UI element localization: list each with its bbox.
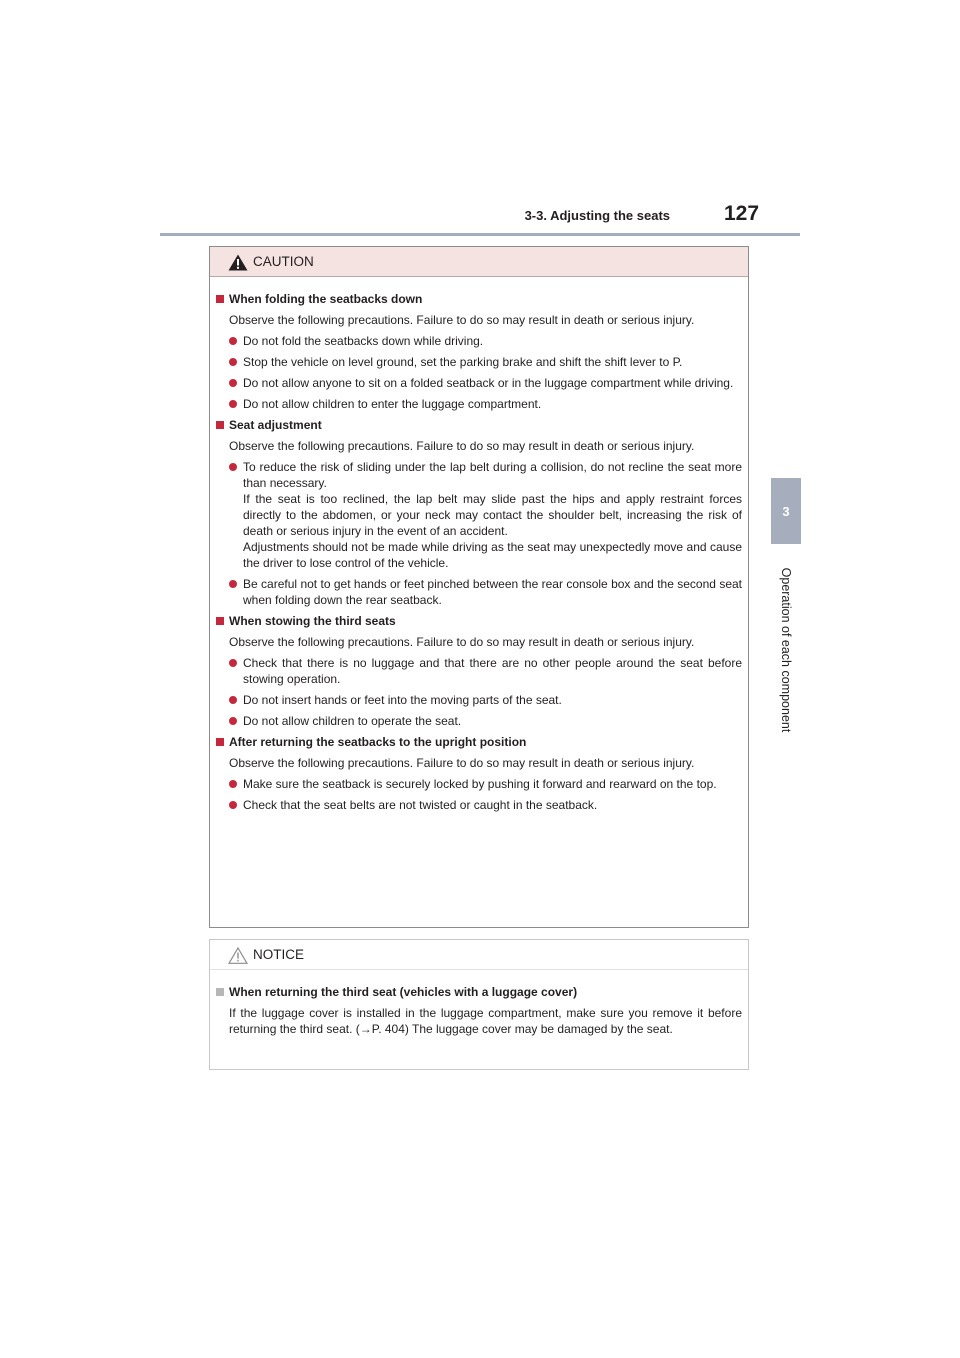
page-number: 127	[724, 202, 760, 225]
bullet-item	[219, 576, 742, 608]
bullet-text: Adjustments should not be made while driving as the seat may unexpectedly move and cause the driver to lose control of the vehicle.	[243, 540, 742, 570]
notice-box	[209, 939, 749, 1070]
bullet-item	[219, 333, 742, 349]
round-bullet-icon	[229, 801, 237, 809]
section-intro: Observe the following precautions. Failure to do so may result in death or serious injury.	[229, 756, 695, 770]
chapter-tab	[771, 478, 801, 544]
bullet-item	[219, 375, 742, 391]
bullet-text: Do not allow anyone to sit on a folded seatback or in the luggage compartment while driving.	[243, 376, 734, 390]
bullet-text: Stop the vehicle on level ground, set the parking brake and shift the shift lever to P.	[243, 355, 683, 369]
square-bullet-icon	[216, 421, 224, 429]
section-heading-text: When stowing the third seats	[229, 614, 396, 628]
section-heading	[219, 613, 742, 629]
round-bullet-icon	[229, 400, 237, 408]
bullet-text: If the seat is too reclined, the lap belt may slide past the hips and apply restraint forces directly to the abdomen, or your neck may contact the shoulder belt, increasing the risk of death or serious injury in the event of an accident.	[243, 492, 742, 538]
notice-header	[210, 940, 748, 970]
round-bullet-icon	[229, 659, 237, 667]
caution-box	[209, 246, 749, 928]
bullet-item	[219, 459, 742, 571]
bullet-text: Be careful not to get hands or feet pinched between the rear console box and the second seat when folding down the rear seatback.	[243, 577, 742, 607]
bullet-text: Do not allow children to operate the seat.	[243, 714, 462, 728]
bullet-text: Do not fold the seatbacks down while driving.	[243, 334, 484, 348]
section-heading	[219, 734, 742, 750]
bullet-item	[219, 655, 742, 687]
round-bullet-icon	[229, 780, 237, 788]
round-bullet-icon	[229, 696, 237, 704]
bullet-text: Do not allow children to enter the luggage compartment.	[243, 397, 542, 411]
warning-triangle-outline-icon	[228, 947, 248, 964]
header-rule	[160, 233, 800, 236]
caution-body	[210, 277, 748, 813]
section-heading	[219, 417, 742, 433]
bullet-text: To reduce the risk of sliding under the lap belt during a collision, do not recline the seat more than necessary.	[243, 460, 742, 490]
section-heading	[219, 291, 742, 307]
round-bullet-icon	[229, 337, 237, 345]
bullet-item	[219, 797, 742, 813]
caution-header	[210, 247, 748, 277]
bullet-text: Check that the seat belts are not twisted or caught in the seatback.	[243, 798, 598, 812]
section-intro: If the luggage cover is installed in the luggage compartment, make sure you remove it before returning the third seat. (→P. 404) The luggage cover may be damaged by the seat.	[229, 1006, 742, 1036]
bullet-item	[219, 692, 742, 708]
bullet-item	[219, 713, 742, 729]
section-intro: Observe the following precautions. Failure to do so may result in death or serious injury.	[229, 313, 695, 327]
bullet-text: Make sure the seatback is securely locked by pushing it forward and rearward on the top.	[243, 777, 717, 791]
section-intro: Observe the following precautions. Failure to do so may result in death or serious injury.	[229, 635, 695, 649]
round-bullet-icon	[229, 717, 237, 725]
section-heading	[219, 984, 742, 1000]
section-heading-text: Seat adjustment	[229, 418, 322, 432]
warning-triangle-icon	[228, 254, 248, 271]
section-heading-text: After returning the seatbacks to the upright position	[229, 735, 527, 749]
square-bullet-icon	[216, 988, 224, 996]
bullet-text: Do not insert hands or feet into the moving parts of the seat.	[243, 693, 562, 707]
round-bullet-icon	[229, 379, 237, 387]
round-bullet-icon	[229, 463, 237, 471]
notice-label: NOTICE	[253, 947, 305, 962]
chapter-tab-number: 3	[782, 503, 790, 519]
bullet-item	[219, 396, 742, 412]
bullet-item	[219, 354, 742, 370]
chapter-label: Operation of each component	[779, 567, 793, 733]
section-title: 3-3. Adjusting the seats	[524, 208, 670, 223]
bullet-text: Check that there is no luggage and that there are no other people around the seat before stowing operation.	[243, 656, 742, 686]
square-bullet-icon	[216, 617, 224, 625]
round-bullet-icon	[229, 358, 237, 366]
square-bullet-icon	[216, 738, 224, 746]
square-bullet-icon	[216, 295, 224, 303]
round-bullet-icon	[229, 580, 237, 588]
section-heading-text: When returning the third seat (vehicles with a luggage cover)	[229, 985, 578, 999]
bullet-item	[219, 776, 742, 792]
caution-label: CAUTION	[253, 254, 314, 269]
section-intro: Observe the following precautions. Failure to do so may result in death or serious injury.	[229, 439, 695, 453]
notice-body	[210, 970, 748, 1037]
section-heading-text: When folding the seatbacks down	[229, 292, 423, 306]
